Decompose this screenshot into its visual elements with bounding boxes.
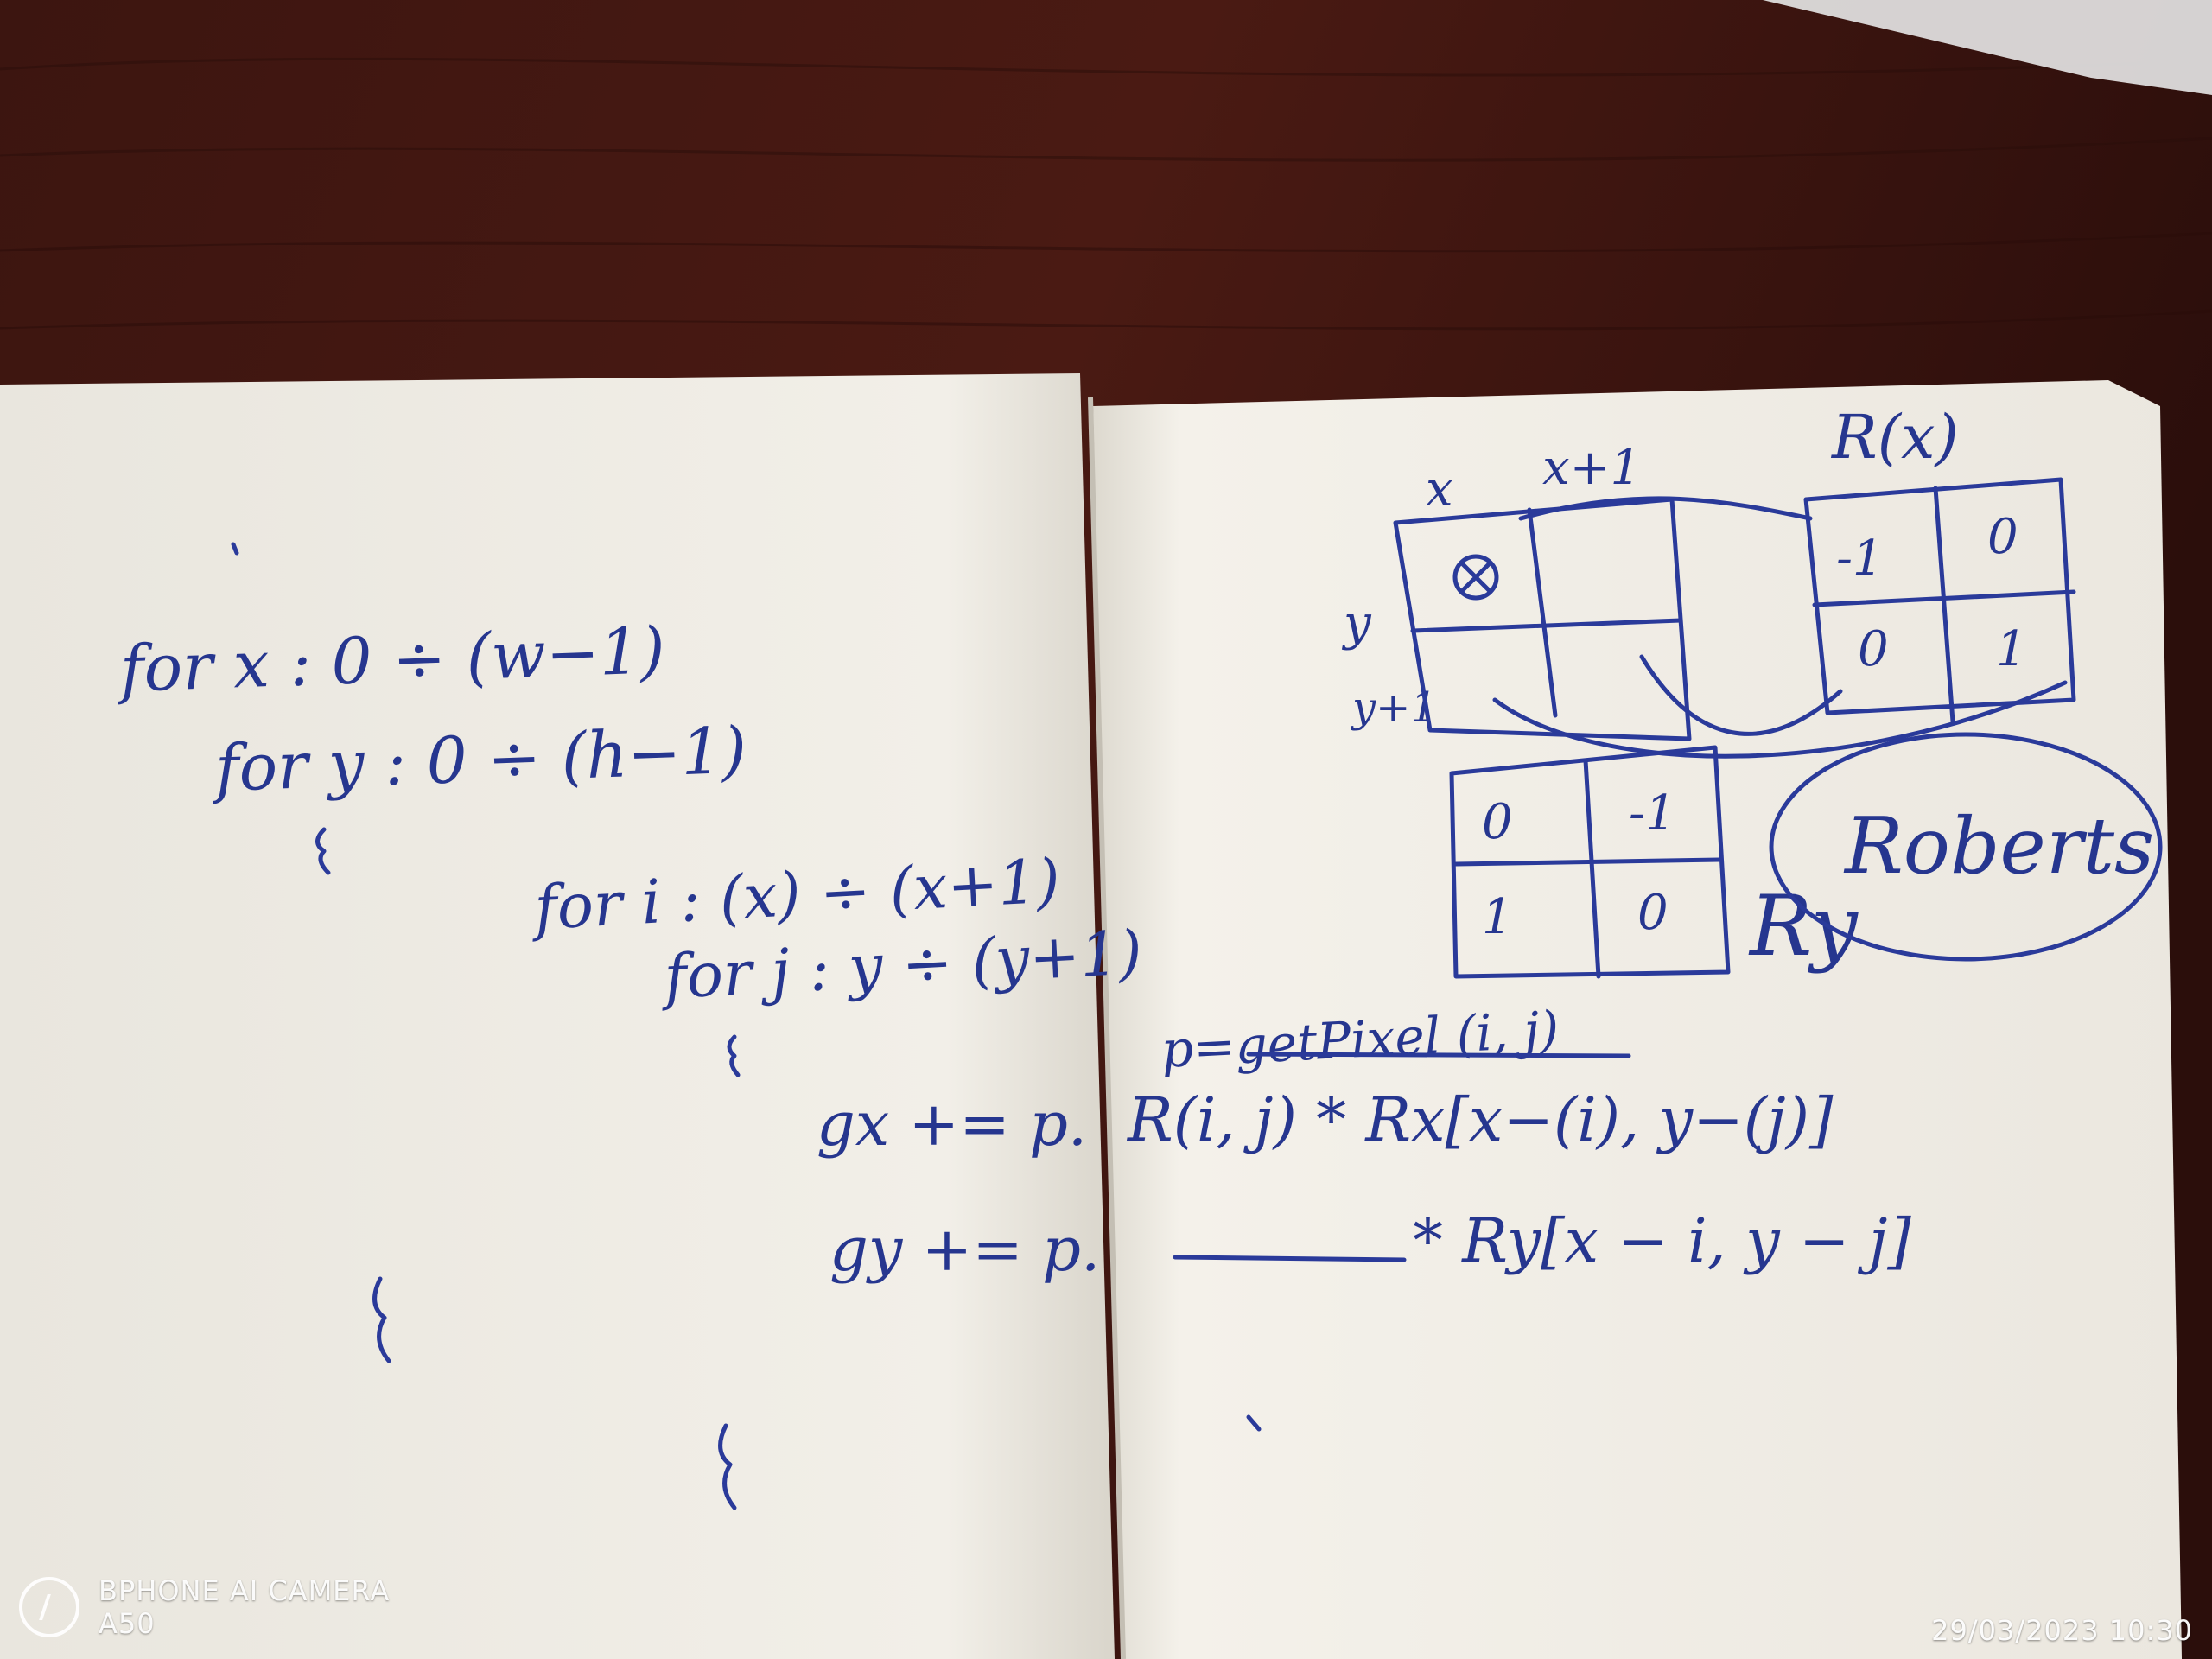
svg-text:for j : y ÷ (y+1): for j : y ÷ (y+1) [662,917,1144,1013]
svg-text:1: 1 [1482,889,1513,945]
svg-text:0: 0 [1858,621,1889,677]
svg-text:* Ry[x − i, y − j]: * Ry[x − i, y − j] [1413,1205,1911,1276]
svg-text:-1: -1 [1629,785,1676,842]
svg-text:y: y [1344,595,1371,652]
svg-text:gx += p.: gx += p. [817,1089,1088,1160]
svg-text:for i : (x) ÷ (x+1): for i : (x) ÷ (x+1) [532,845,1062,944]
svg-text:Roberts: Roberts [1845,801,2155,892]
svg-text:1: 1 [1996,621,2027,677]
left-page [0,373,1115,1659]
camera-watermark [19,1574,390,1640]
svg-text:Ry: Ry [1750,878,1858,975]
photo-timestamp: 29/03/2023 10:30 [1931,1614,2193,1647]
svg-text:y+1: y+1 [1352,683,1437,732]
camera-logo-icon [19,1577,79,1637]
svg-text:gy += p.: gy += p. [830,1214,1101,1285]
svg-text:R(x): R(x) [1832,402,1959,473]
svg-text:0: 0 [1987,509,2018,565]
camera-model: A50 [99,1607,156,1640]
svg-text:R(i, j) * Rx[x−(i), y−(j)]: R(i, j) * Rx[x−(i), y−(j)] [1128,1084,1834,1155]
svg-text:0: 0 [1637,885,1669,941]
svg-text:for x : 0 ÷ (w−1): for x : 0 ÷ (w−1) [118,613,667,707]
svg-text:-1: -1 [1836,531,1884,587]
svg-text:x+1: x+1 [1542,440,1642,496]
svg-text:p=getPixel (i, j): p=getPixel (i, j) [1160,999,1560,1079]
svg-text:for y : 0 ÷ (h−1): for y : 0 ÷ (h−1) [213,713,748,806]
camera-watermark-text [99,1574,390,1640]
camera-brand: BPHONE AI CAMERA [99,1574,391,1607]
svg-text:x: x [1426,461,1453,518]
svg-text:0: 0 [1482,794,1513,850]
